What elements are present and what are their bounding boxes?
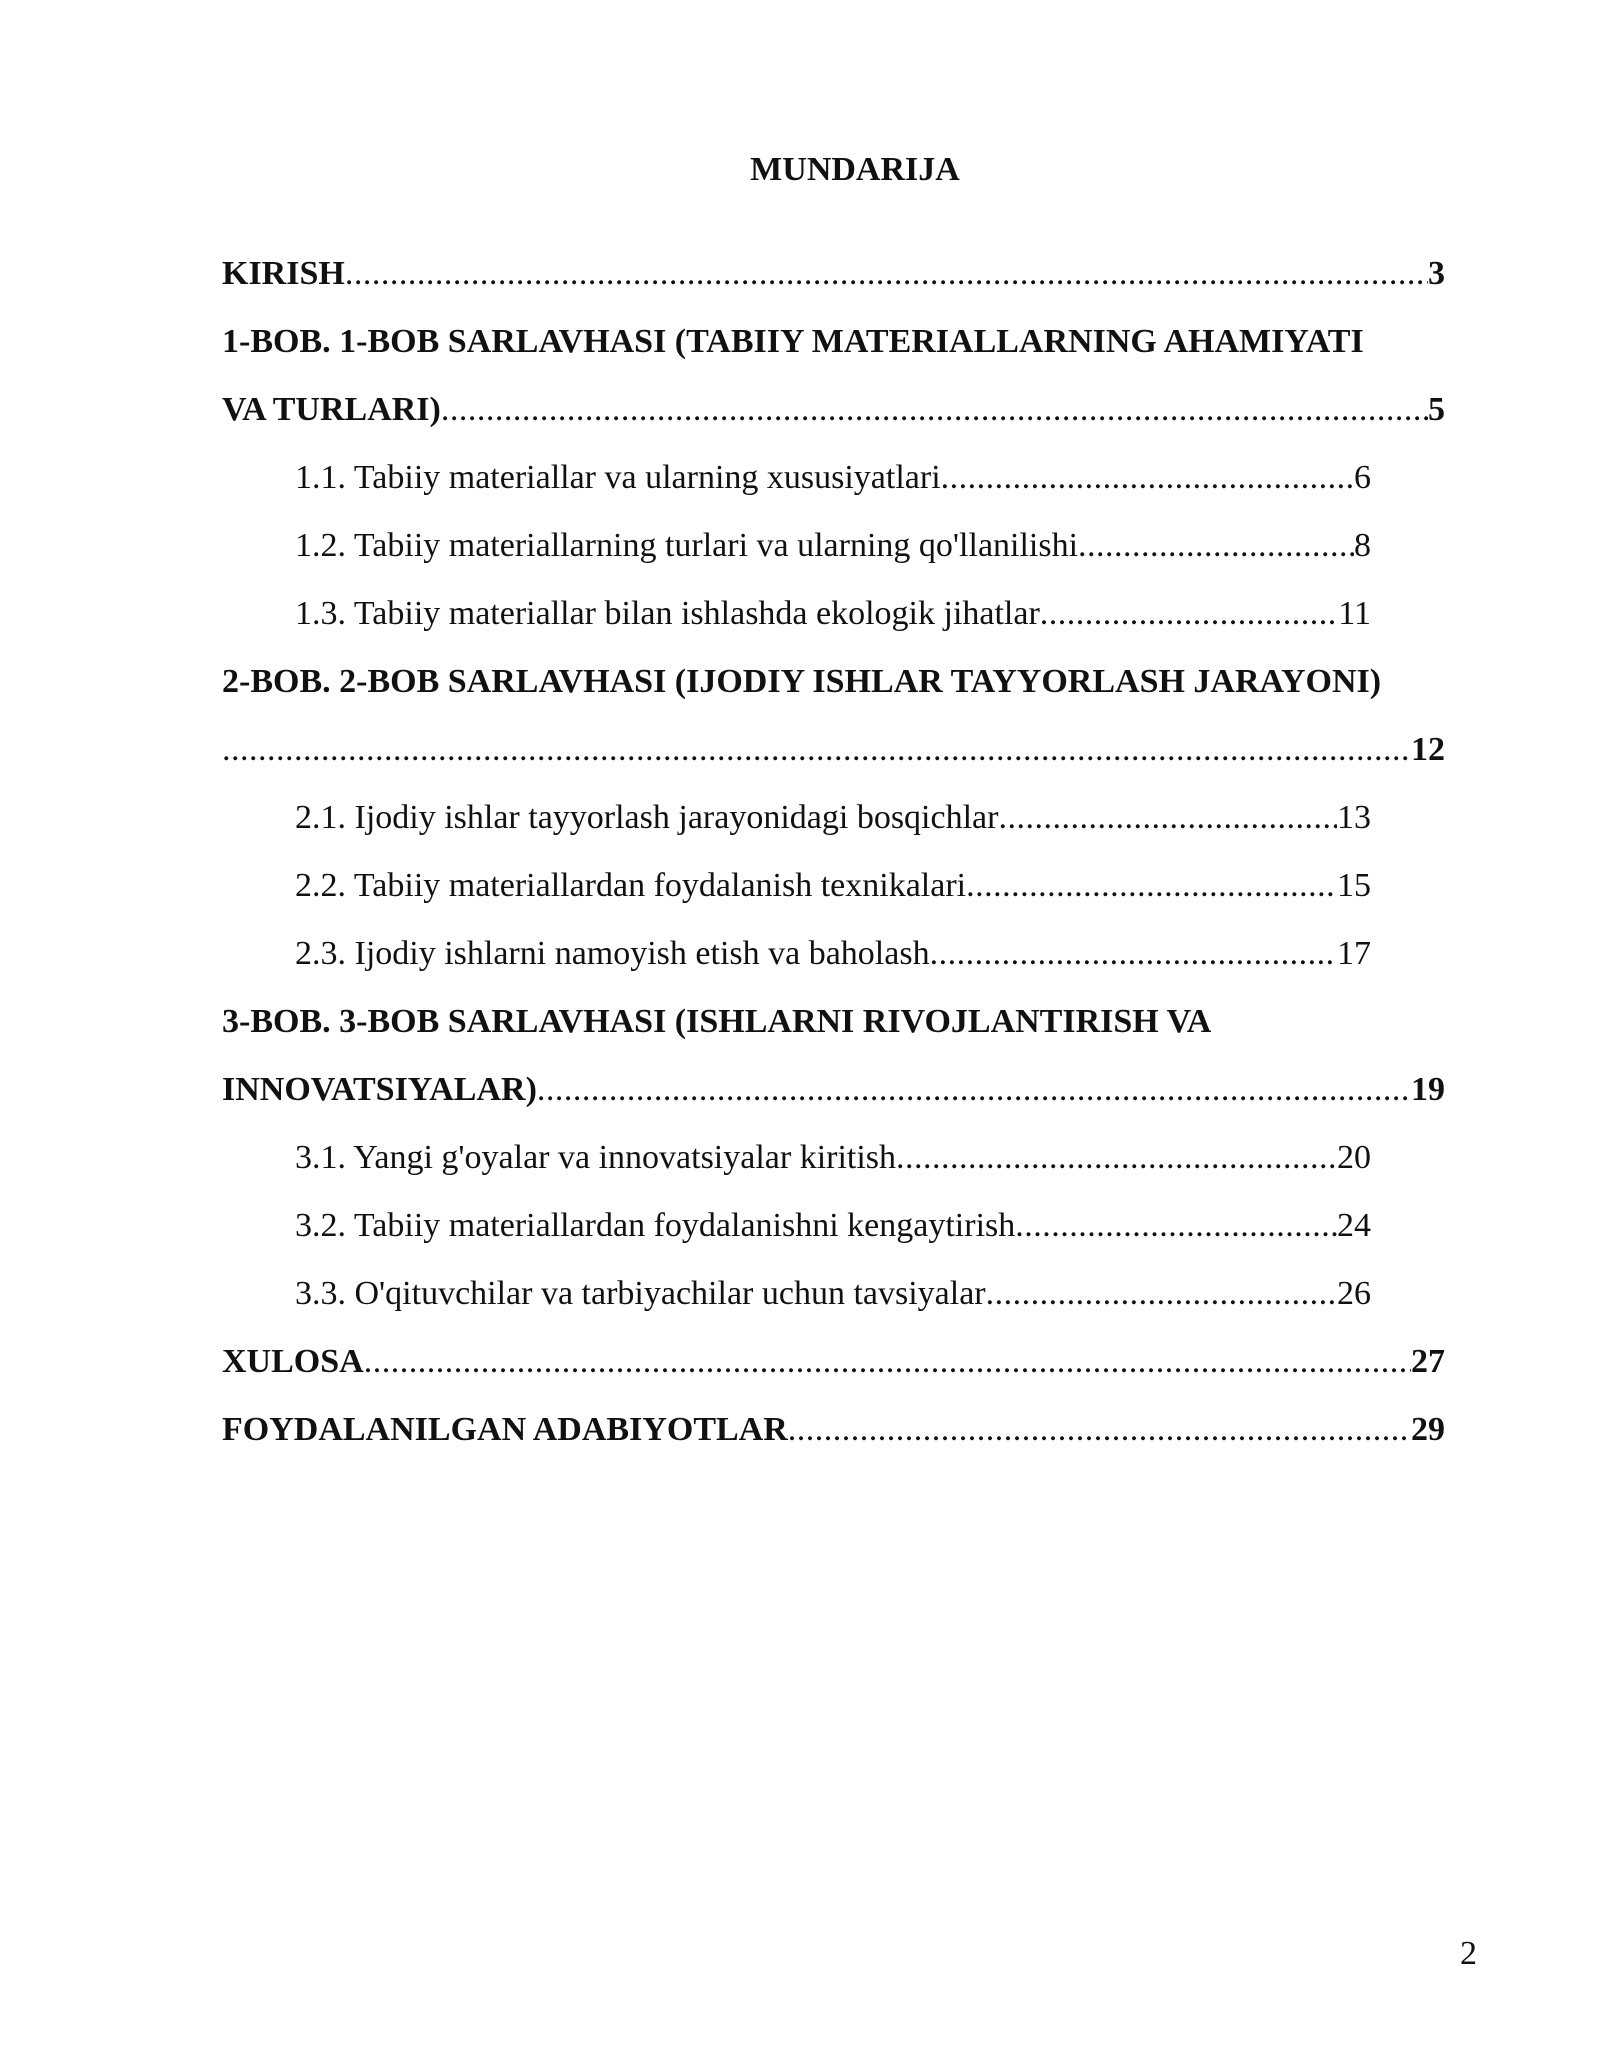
toc-entry-label: XULOSA xyxy=(222,1343,364,1380)
toc-leader-dots xyxy=(1078,512,1354,580)
toc-entry-page: 6 xyxy=(1354,459,1371,496)
toc-entry-page: 11 xyxy=(1338,595,1371,632)
toc-entry-page: 13 xyxy=(1337,799,1371,836)
toc-entry-chapter-3[interactable] xyxy=(222,988,1445,1124)
toc-leader-dots xyxy=(941,444,1354,512)
toc-leader-dots xyxy=(986,1260,1337,1328)
toc-entry-page: 29 xyxy=(1411,1411,1445,1448)
toc-entry-adabiyotlar[interactable] xyxy=(222,1396,1445,1464)
toc-leader-dots xyxy=(222,716,1411,784)
toc-entry-label-line1: 2-BOB. 2-BOB SARLAVHASI (IJODIY ISHLAR TAYYORLASH JARAYONI) xyxy=(222,663,1382,700)
table-of-contents xyxy=(222,240,1445,1464)
toc-leader-dots xyxy=(364,1328,1411,1396)
toc-entry-label: 3.2. Tabiiy materiallardan foydalanishni kengaytirish xyxy=(295,1207,1016,1244)
toc-entry-3-2[interactable] xyxy=(295,1192,1371,1260)
toc-entry-1-1[interactable] xyxy=(295,444,1371,512)
toc-entry-page: 3 xyxy=(1428,255,1445,292)
toc-entry-label: KIRISH xyxy=(222,255,345,292)
toc-leader-dots xyxy=(930,920,1337,988)
toc-entry-label-line1: 1-BOB. 1-BOB SARLAVHASI (TABIIY MATERIALLARNING AHAMIYATI xyxy=(222,323,1364,360)
toc-entry-kirish[interactable] xyxy=(222,240,1445,308)
toc-entry-label: 2.3. Ijodiy ishlarni namoyish etish va baholash xyxy=(295,935,930,972)
toc-entry-label: 2.2. Tabiiy materiallardan foydalanish texnikalari xyxy=(295,867,967,904)
toc-leader-dots xyxy=(537,1056,1411,1124)
toc-entry-label: 1.3. Tabiiy materiallar bilan ishlashda ekologik jihatlar xyxy=(295,595,1040,632)
toc-entry-label-line2: INNOVATSIYALAR) xyxy=(222,1071,537,1108)
toc-entry-label: 1.2. Tabiiy materiallarning turlari va ularning qo'llanilishi xyxy=(295,527,1079,564)
page-number: 2 xyxy=(1460,1935,1477,1972)
toc-entry-page: 19 xyxy=(1411,1071,1445,1108)
toc-entry-page: 12 xyxy=(1411,731,1445,768)
toc-entry-1-3[interactable] xyxy=(295,580,1371,648)
toc-entry-label: 2.1. Ijodiy ishlar tayyorlash jarayonidagi bosqichlar xyxy=(295,799,999,836)
toc-leader-dots xyxy=(998,784,1337,852)
toc-entry-2-1[interactable] xyxy=(295,784,1371,852)
toc-entry-3-3[interactable] xyxy=(295,1260,1371,1328)
page-title: MUNDARIJA xyxy=(750,151,960,188)
toc-entry-page: 26 xyxy=(1337,1275,1371,1312)
toc-entry-label: 1.1. Tabiiy materiallar va ularning xususiyatlari xyxy=(295,459,941,496)
toc-entry-page: 15 xyxy=(1337,867,1371,904)
toc-entry-page: 20 xyxy=(1337,1139,1371,1176)
toc-leader-dots xyxy=(966,852,1337,920)
toc-entry-page: 27 xyxy=(1411,1343,1445,1380)
toc-entry-2-3[interactable] xyxy=(295,920,1371,988)
toc-entry-label-line1: 3-BOB. 3-BOB SARLAVHASI (ISHLARNI RIVOJLANTIRISH VA xyxy=(222,1003,1212,1040)
toc-leader-dots xyxy=(345,240,1428,308)
toc-entry-label: 3.3. O'qituvchilar va tarbiyachilar uchun tavsiyalar xyxy=(295,1275,986,1312)
toc-leader-dots xyxy=(1015,1192,1337,1260)
toc-leader-dots xyxy=(1040,580,1338,648)
toc-entry-label: 3.1. Yangi g'oyalar va innovatsiyalar kiritish xyxy=(295,1139,897,1176)
toc-entry-2-2[interactable] xyxy=(295,852,1371,920)
toc-entry-label: FOYDALANILGAN ADABIYOTLAR xyxy=(222,1411,788,1448)
toc-entry-page: 8 xyxy=(1354,527,1371,564)
toc-entry-page: 17 xyxy=(1337,935,1371,972)
toc-leader-dots xyxy=(441,376,1428,444)
toc-entry-page: 24 xyxy=(1337,1207,1371,1244)
toc-leader-dots xyxy=(788,1396,1411,1464)
toc-entry-chapter-2[interactable] xyxy=(222,648,1445,784)
toc-leader-dots xyxy=(896,1124,1337,1192)
toc-entry-1-2[interactable] xyxy=(295,512,1371,580)
toc-entry-3-1[interactable] xyxy=(295,1124,1371,1192)
toc-entry-page: 5 xyxy=(1428,391,1445,428)
toc-entry-label-line2: VA TURLARI) xyxy=(222,391,441,428)
toc-entry-chapter-1[interactable] xyxy=(222,308,1445,444)
toc-entry-xulosa[interactable] xyxy=(222,1328,1445,1396)
